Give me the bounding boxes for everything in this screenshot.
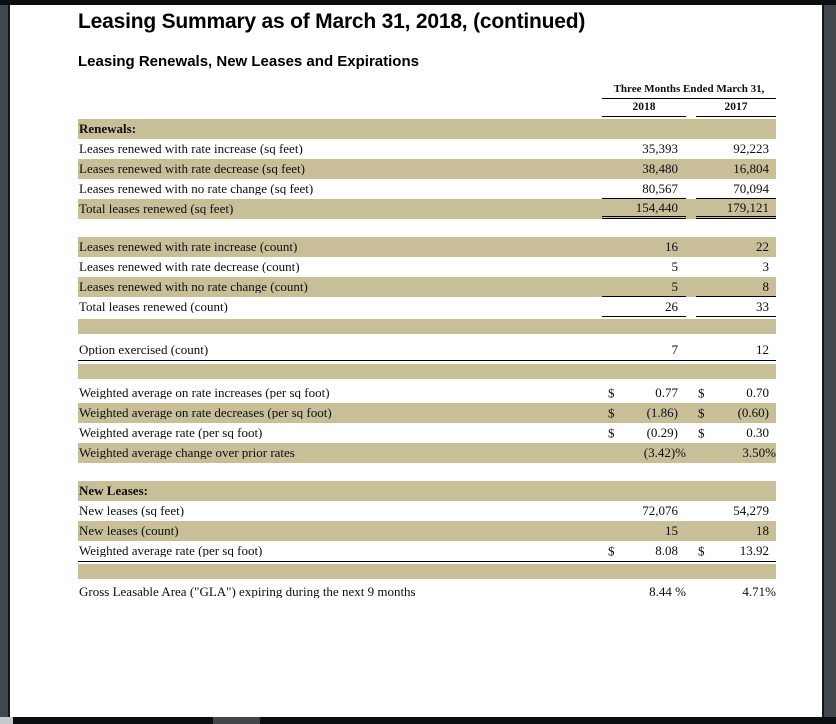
value-2017 <box>696 237 776 257</box>
row-label: Leases renewed with no rate change (sq feet) <box>79 182 314 195</box>
column-gap <box>686 277 696 297</box>
value-2018 <box>602 277 686 297</box>
viewer-right-edge <box>822 5 836 717</box>
value-2017 <box>696 423 776 443</box>
cell-value: 5 <box>671 259 678 274</box>
column-gap <box>686 501 696 521</box>
cell-value: (3.42)% <box>643 445 686 460</box>
table-row <box>78 501 776 521</box>
cell-value: 33 <box>756 298 769 314</box>
cell-value: 0.77 <box>655 385 678 400</box>
cell-value: 18 <box>756 523 769 538</box>
value-2018 <box>602 340 686 360</box>
table-row <box>78 541 776 562</box>
leasing-table <box>78 84 776 602</box>
cell-value: 38,480 <box>642 161 678 176</box>
column-gap <box>686 521 696 541</box>
table-row <box>78 237 776 257</box>
cell-value: 3.50% <box>742 445 776 460</box>
cell-value: 72,076 <box>642 503 678 518</box>
cell-value: 80,567 <box>642 180 678 196</box>
table-row <box>78 521 776 541</box>
column-gap <box>686 179 696 199</box>
row-label: Leases renewed with rate decrease (count) <box>79 260 300 273</box>
cell-value: 22 <box>756 239 769 254</box>
column-gap <box>686 443 696 463</box>
value-2017 <box>696 159 776 179</box>
cell-value: 8 <box>762 278 769 294</box>
table-row <box>78 403 776 423</box>
table-row <box>78 443 776 463</box>
cell-value: 3 <box>762 259 769 274</box>
column-gap <box>686 237 696 257</box>
cell-value: 4.71% <box>742 584 776 599</box>
row-label: Leases renewed with rate decrease (sq feet) <box>79 162 305 175</box>
table-row <box>78 219 776 237</box>
table-row <box>78 364 776 379</box>
table-row <box>78 423 776 443</box>
value-2018 <box>602 237 686 257</box>
table-row <box>78 481 776 501</box>
value-2018 <box>602 501 686 521</box>
value-2017 <box>696 119 776 139</box>
scrollbar-corner <box>0 717 13 724</box>
row-label: Renewals: <box>79 122 137 135</box>
cell-value: 12 <box>756 342 769 357</box>
cell-value: (1.86) <box>646 405 678 420</box>
value-2017 <box>696 297 776 317</box>
dollar-sign: $ <box>698 405 705 420</box>
row-label: New Leases: <box>79 484 148 497</box>
table-row <box>78 199 776 219</box>
cell-value: 7 <box>671 342 678 357</box>
row-label: Total leases renewed (count) <box>79 300 228 313</box>
cell-value: 92,223 <box>733 141 769 156</box>
row-label: Leases renewed with no rate change (count) <box>79 280 308 293</box>
row-label: Weighted average rate (per sq foot) <box>79 544 263 557</box>
section-subtitle: Leasing Renewals, New Leases and Expirations <box>78 53 419 70</box>
row-label: Weighted average on rate increases (per sq foot) <box>79 386 330 399</box>
cell-value: 35,393 <box>642 141 678 156</box>
value-2018 <box>602 159 686 179</box>
value-2018 <box>602 582 686 602</box>
cell-value: 8.08 <box>655 543 678 558</box>
value-2017 <box>696 582 776 602</box>
column-gap <box>686 119 696 139</box>
column-gap <box>686 582 696 602</box>
row-label: Weighted average on rate decreases (per sq foot) <box>79 406 332 419</box>
cell-value: 26 <box>665 298 678 314</box>
year-2017-header: 2017 <box>696 99 776 117</box>
value-2018 <box>602 521 686 541</box>
year-column-gap <box>686 99 696 117</box>
horizontal-scrollbar-track[interactable] <box>0 717 836 724</box>
value-2018 <box>602 179 686 199</box>
table-row <box>78 564 776 579</box>
dollar-sign: $ <box>608 543 615 558</box>
value-2017 <box>696 340 776 360</box>
table-rows <box>78 119 776 602</box>
row-label: New leases (sq feet) <box>79 504 185 517</box>
value-2018 <box>602 119 686 139</box>
cell-value: 16 <box>665 239 678 254</box>
window-top-edge <box>0 0 836 5</box>
period-column-header: Three Months Ended March 31, <box>602 84 776 99</box>
value-2018 <box>602 481 686 501</box>
cell-value: 13.92 <box>739 543 769 558</box>
row-label: New leases (count) <box>79 524 179 537</box>
value-2018 <box>602 199 686 219</box>
value-2017 <box>696 541 776 561</box>
value-2018 <box>602 297 686 317</box>
row-label: Weighted average rate (per sq foot) <box>79 426 263 439</box>
value-2017 <box>696 257 776 277</box>
table-row <box>78 297 776 317</box>
viewer-left-edge <box>0 5 10 724</box>
value-2018 <box>602 443 686 463</box>
cell-value: 70,094 <box>733 180 769 196</box>
table-row <box>78 179 776 199</box>
value-2017 <box>696 443 776 463</box>
dollar-sign: $ <box>608 405 615 420</box>
table-row <box>78 582 776 602</box>
value-2017 <box>696 179 776 199</box>
column-gap <box>686 541 696 561</box>
value-2017 <box>696 481 776 501</box>
cell-value: 0.30 <box>746 425 769 440</box>
value-2018 <box>602 257 686 277</box>
value-2018 <box>602 383 686 403</box>
value-2017 <box>696 383 776 403</box>
year-2018-header: 2018 <box>602 99 686 117</box>
cell-value: 5 <box>671 278 678 294</box>
year-header-row <box>602 99 776 117</box>
table-row <box>78 257 776 277</box>
table-row <box>78 277 776 297</box>
row-label: Total leases renewed (sq feet) <box>79 202 234 215</box>
page-title: Leasing Summary as of March 31, 2018, (continued) <box>78 10 586 33</box>
dollar-sign: $ <box>608 425 615 440</box>
table-row <box>78 159 776 179</box>
value-2018 <box>602 403 686 423</box>
column-gap <box>686 481 696 501</box>
value-2017 <box>696 521 776 541</box>
cell-value: 16,804 <box>733 161 769 176</box>
cell-value: 179,121 <box>726 199 769 215</box>
row-label: Leases renewed with rate increase (count) <box>79 240 298 253</box>
table-row <box>78 139 776 159</box>
table-row <box>78 463 776 481</box>
column-gap <box>686 139 696 159</box>
cell-value: (0.60) <box>737 405 769 420</box>
cell-value: (0.29) <box>646 425 678 440</box>
cell-value: 0.70 <box>746 385 769 400</box>
value-2017 <box>696 403 776 423</box>
column-gap <box>686 257 696 277</box>
dollar-sign: $ <box>698 425 705 440</box>
horizontal-scrollbar-thumb[interactable] <box>213 717 260 724</box>
dollar-sign: $ <box>698 543 705 558</box>
value-2018 <box>602 423 686 443</box>
row-label: Option exercised (count) <box>79 343 209 356</box>
cell-value: 15 <box>665 523 678 538</box>
row-label: Weighted average change over prior rates <box>79 446 295 459</box>
column-gap <box>686 297 696 317</box>
cell-value: 154,440 <box>635 199 678 215</box>
value-2017 <box>696 501 776 521</box>
table-row <box>78 119 776 139</box>
table-row <box>78 319 776 334</box>
value-2017 <box>696 199 776 219</box>
column-gap <box>686 423 696 443</box>
cell-value: 8.44 % <box>649 584 686 599</box>
column-gap <box>686 403 696 423</box>
dollar-sign: $ <box>608 385 615 400</box>
table-row <box>78 340 776 361</box>
value-2017 <box>696 139 776 159</box>
value-2018 <box>602 139 686 159</box>
row-label: Gross Leasable Area ("GLA") expiring during the next 9 months <box>79 585 416 598</box>
column-gap <box>686 199 696 219</box>
dollar-sign: $ <box>698 385 705 400</box>
column-gap <box>686 383 696 403</box>
cell-value: 54,279 <box>733 503 769 518</box>
value-2018 <box>602 541 686 561</box>
table-row <box>78 383 776 403</box>
column-gap <box>686 159 696 179</box>
column-gap <box>686 340 696 360</box>
row-label: Leases renewed with rate increase (sq feet) <box>79 142 303 155</box>
value-2017 <box>696 277 776 297</box>
